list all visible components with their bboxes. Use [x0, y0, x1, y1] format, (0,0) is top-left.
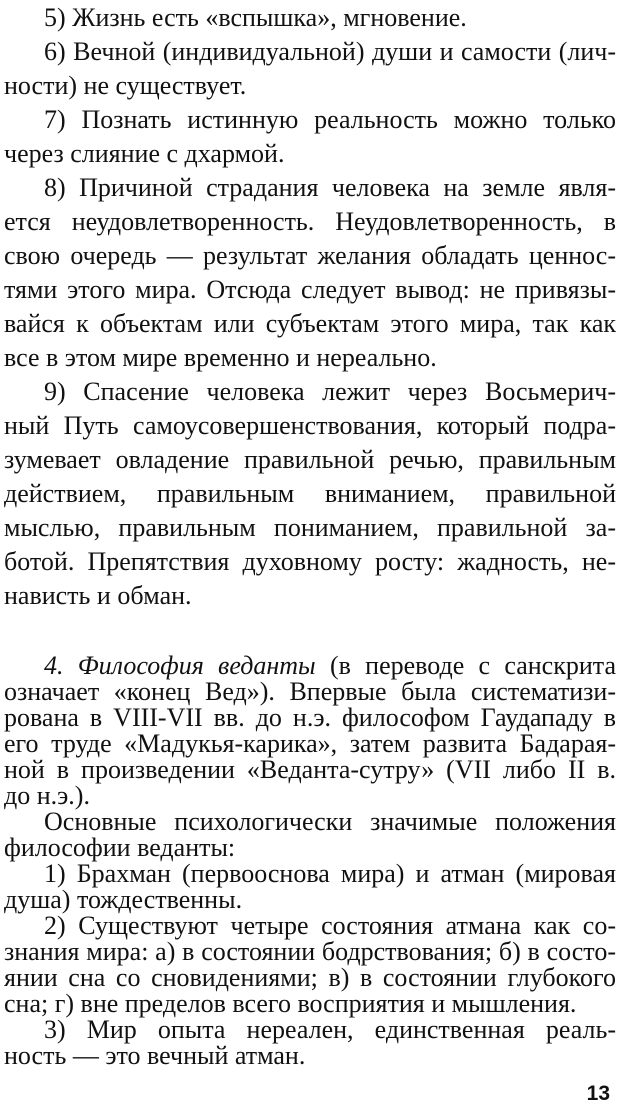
text-line: янии сна со сновидениями; в) в состоянии глубокого — [4, 963, 616, 992]
text-line: (в переводе с санскрита — [329, 651, 616, 680]
page-number: 13 — [586, 1082, 610, 1105]
text-line: вайся к объектам или субъектам этого мира, так как — [4, 309, 616, 338]
text-line: свою очередь — результат желания обладать ценнос- — [4, 241, 616, 270]
text-line: мыслью, правильным пониманием, правильной за- — [4, 513, 616, 542]
text-line: сна; г) вне пределов всего восприятия и мышления. — [4, 989, 577, 1018]
text-line: 7) Познать истинную реальность можно только — [44, 105, 616, 134]
text-line: до н.э.). — [4, 781, 90, 810]
text-line: Основные психологически значимые положения — [44, 807, 616, 836]
text-line: тями этого мира. Отсюда следует вывод: не привязы- — [4, 275, 616, 304]
text-line: 8) Причиной страдания человека на земле явля- — [44, 173, 616, 202]
text-line: его труде «Мадукья-карика», затем развита Бадарая- — [4, 729, 616, 758]
text-line: через слияние с дхармой. — [4, 139, 285, 168]
text-line: означает «конец Вед»). Впервые была систематизи- — [4, 677, 616, 706]
text-line: ботой. Препятствия духовному росту: жадность, не- — [4, 547, 616, 576]
text-line: все в этом мире временно и нереально. — [4, 343, 437, 372]
section-heading: 4. Философия веданты — [44, 651, 316, 680]
text-line: философии веданты: — [4, 833, 236, 862]
text-line: 3) Мир опыта нереален, единственная реаль- — [44, 1015, 616, 1044]
text-line: ности) не существует. — [4, 71, 247, 100]
text-line: нависть и обман. — [4, 581, 192, 610]
text-line: 9) Спасение человека лежит через Восьмерич- — [44, 377, 616, 406]
text-line: зумевает овладение правильной речью, правильным — [4, 445, 616, 474]
section-heading-line — [44, 652, 616, 680]
text-line: рована в VIII-VII вв. до н.э. философом Гаудападу в — [4, 703, 616, 732]
text-line: 2) Существуют четыре состояния атмана как со- — [44, 911, 616, 940]
text-line: ной в произведении «Веданта-сутру» (VII либо II в. — [4, 755, 616, 784]
text-line: ность — это вечный атман. — [4, 1041, 306, 1070]
text-line: душа) тождественны. — [4, 885, 243, 914]
text-line: знания мира: а) в состоянии бодрствования; б) в состо- — [4, 937, 616, 966]
text-line: ный Путь самоусовершенствования, который подра- — [4, 411, 616, 440]
text-line: 5) Жизнь есть «вспышка», мгновение. — [44, 3, 467, 32]
text-line: 1) Брахман (первооснова мира) и атман (мировая — [44, 859, 616, 888]
text-line: ется неудовлетворенность. Неудовлетворенность, в — [4, 207, 616, 236]
text-line: действием, правильным вниманием, правильной — [4, 479, 616, 508]
text-line: 6) Вечной (индивидуальной) души и самости (лич- — [44, 37, 616, 66]
